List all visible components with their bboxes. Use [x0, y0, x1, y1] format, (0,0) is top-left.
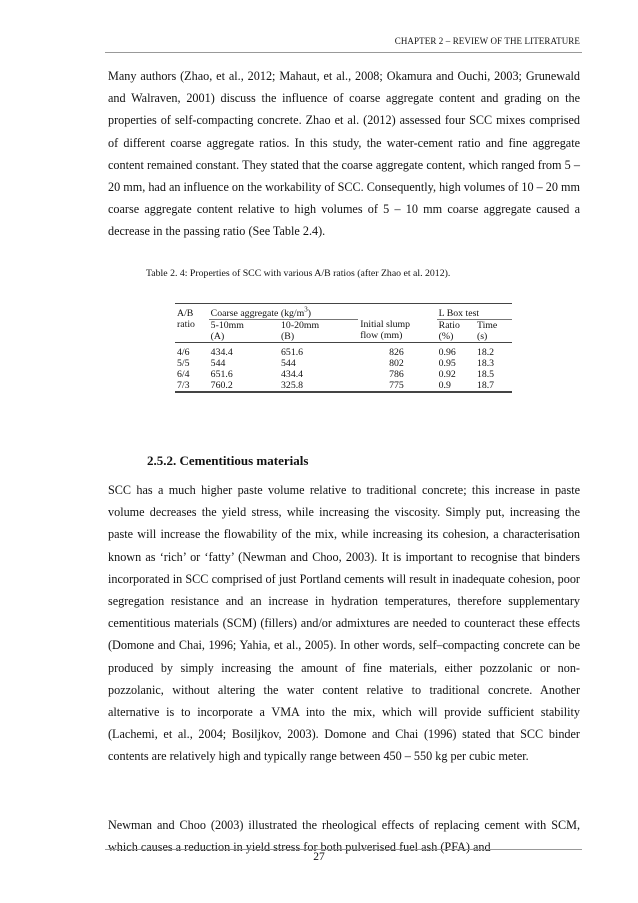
- header-coarse-close: ): [307, 308, 312, 319]
- cell-a: 434.4: [210, 347, 233, 358]
- header-lbox: L Box test: [437, 304, 512, 320]
- cell-ratio: 0.92: [438, 369, 456, 380]
- cell-ab: 6/4: [177, 369, 190, 380]
- header-a: (A): [210, 331, 225, 342]
- cell-time: 18.2: [476, 347, 495, 358]
- header-a-range: 5-10mm: [210, 320, 244, 331]
- section-heading: 2.5.2. Cementitious materials: [147, 453, 309, 468]
- cell-ab: 7/3: [177, 380, 190, 391]
- header-slump-2: flow (mm): [360, 330, 403, 341]
- header-ab-cell: [175, 304, 209, 343]
- paragraph-rheology: Newman and Choo (2003) illustrated the rheological effects of replacing cement with SCM, which causes a reduction in yield stress for both pulverised fuel ash (PFA) and: [108, 818, 580, 855]
- cell-ratio: 0.95: [438, 358, 456, 369]
- running-header: CHAPTER 2 – REVIEW OF THE LITERATURE: [394, 36, 580, 46]
- header-b-range: 10-20mm: [281, 320, 320, 331]
- header-rule: [105, 52, 582, 53]
- cell-a: 760.2: [210, 380, 233, 391]
- cell-slump: 775: [389, 380, 404, 391]
- table-row: [175, 380, 512, 392]
- cell-b: 325.8: [281, 380, 304, 391]
- header-ratio2-cell: [437, 320, 475, 343]
- header-slump-cell: [358, 304, 436, 343]
- header-time-cell: [475, 320, 512, 343]
- cell-slump: 826: [389, 347, 404, 358]
- table-row: [175, 343, 512, 359]
- header-ab: A/B: [177, 308, 194, 319]
- header-coarse-sup: 3: [304, 305, 308, 314]
- page-number: 27: [313, 851, 325, 863]
- header-b-cell: [279, 320, 358, 343]
- footer-rule: [105, 849, 582, 850]
- header-time: Time: [476, 320, 498, 331]
- table-row: [175, 358, 512, 369]
- cell-ab: 4/6: [177, 347, 190, 358]
- header-a-cell: [209, 320, 279, 343]
- cell-ratio: 0.96: [438, 347, 456, 358]
- cell-slump: 802: [389, 358, 404, 369]
- table-row: [175, 369, 512, 380]
- header-coarse-aggregate: [209, 304, 359, 320]
- cell-time: 18.7: [476, 380, 495, 391]
- header-s: (s): [476, 331, 488, 342]
- header-coarse-text: Coarse aggregate (kg/m: [210, 308, 305, 319]
- properties-table: [175, 303, 512, 393]
- table-caption: Table 2. 4: Properties of SCC with various A/B ratios (after Zhao et al. 2012).: [146, 268, 451, 279]
- cell-a: 544: [210, 358, 226, 369]
- header-ratio2: Ratio: [438, 320, 460, 331]
- cell-time: 18.5: [476, 369, 495, 380]
- header-slump-1: Initial slump: [360, 319, 410, 330]
- cell-ab: 5/5: [177, 358, 190, 369]
- cell-ratio: 0.9: [438, 380, 451, 391]
- cell-time: 18.3: [476, 358, 495, 369]
- paragraph-coarse-aggregate: Many authors (Zhao, et al., 2012; Mahaut, et al., 2008; Okamura and Ouchi, 2003; Grunewald and Walraven, 2001) discuss the influence of coarse aggregate content and grading on the properties of self-compacting concrete. Zhao et al. (2012) assessed four SCC mixes comprised of different coarse aggregate ratios. In this study, the water-cement ratio and fine aggregate content remained constant. They stated that the coarse aggregate content, which ranged from 5 – 20 mm, had an influence on the workability of SCC. Consequently, high volumes of 10 – 20 mm coarse aggregate content relative to high volumes of 5 – 10 mm coarse aggregate caused a decrease in the passing ratio (See Table 2.4).: [108, 69, 580, 239]
- header-pct: (%): [438, 331, 454, 342]
- paragraph-cementitious: SCC has a much higher paste volume relative to traditional concrete; this increase in paste volume decreases the yield stress, while increasing the viscosity. Simply put, increasing the paste will increase the flowability of the mix, while increasing its cohesion, a characterisation known as ‘rich’ or ‘fatty’ (Newman and Choo, 2003). It is important to recognise that binders incorporated in SCC comprised of just Portland cements will result in inadequate cohesion, poor segregation resistance and an increase in hydration temperatures, therefore supplementary cementitious materials (SCM) (fillers) and/or admixtures are needed to counteract these effects (Domone and Chai, 1996; Yahia, et al., 2005). In other words, self–compacting concrete can be produced by simply increasing the amount of fine materials, either pozzolanic or non-pozzolanic, without altering the water content relative to traditional concrete. Another alternative is to incorporate a VMA into the mix, which will provide sufficient stability (Lachemi, et al., 2004; Bosiljkov, 2003). Domone and Chai (1996) stated that SCC binder contents are relatively high and typically range between 450 – 550 kg per cubic meter.: [108, 483, 580, 764]
- cell-a: 651.6: [210, 369, 233, 380]
- header-b: (B): [281, 331, 295, 342]
- cell-b: 651.6: [281, 347, 304, 358]
- cell-slump: 786: [389, 369, 404, 380]
- header-ratio: ratio: [177, 319, 195, 330]
- cell-b: 544: [281, 358, 296, 369]
- cell-b: 434.4: [281, 369, 304, 380]
